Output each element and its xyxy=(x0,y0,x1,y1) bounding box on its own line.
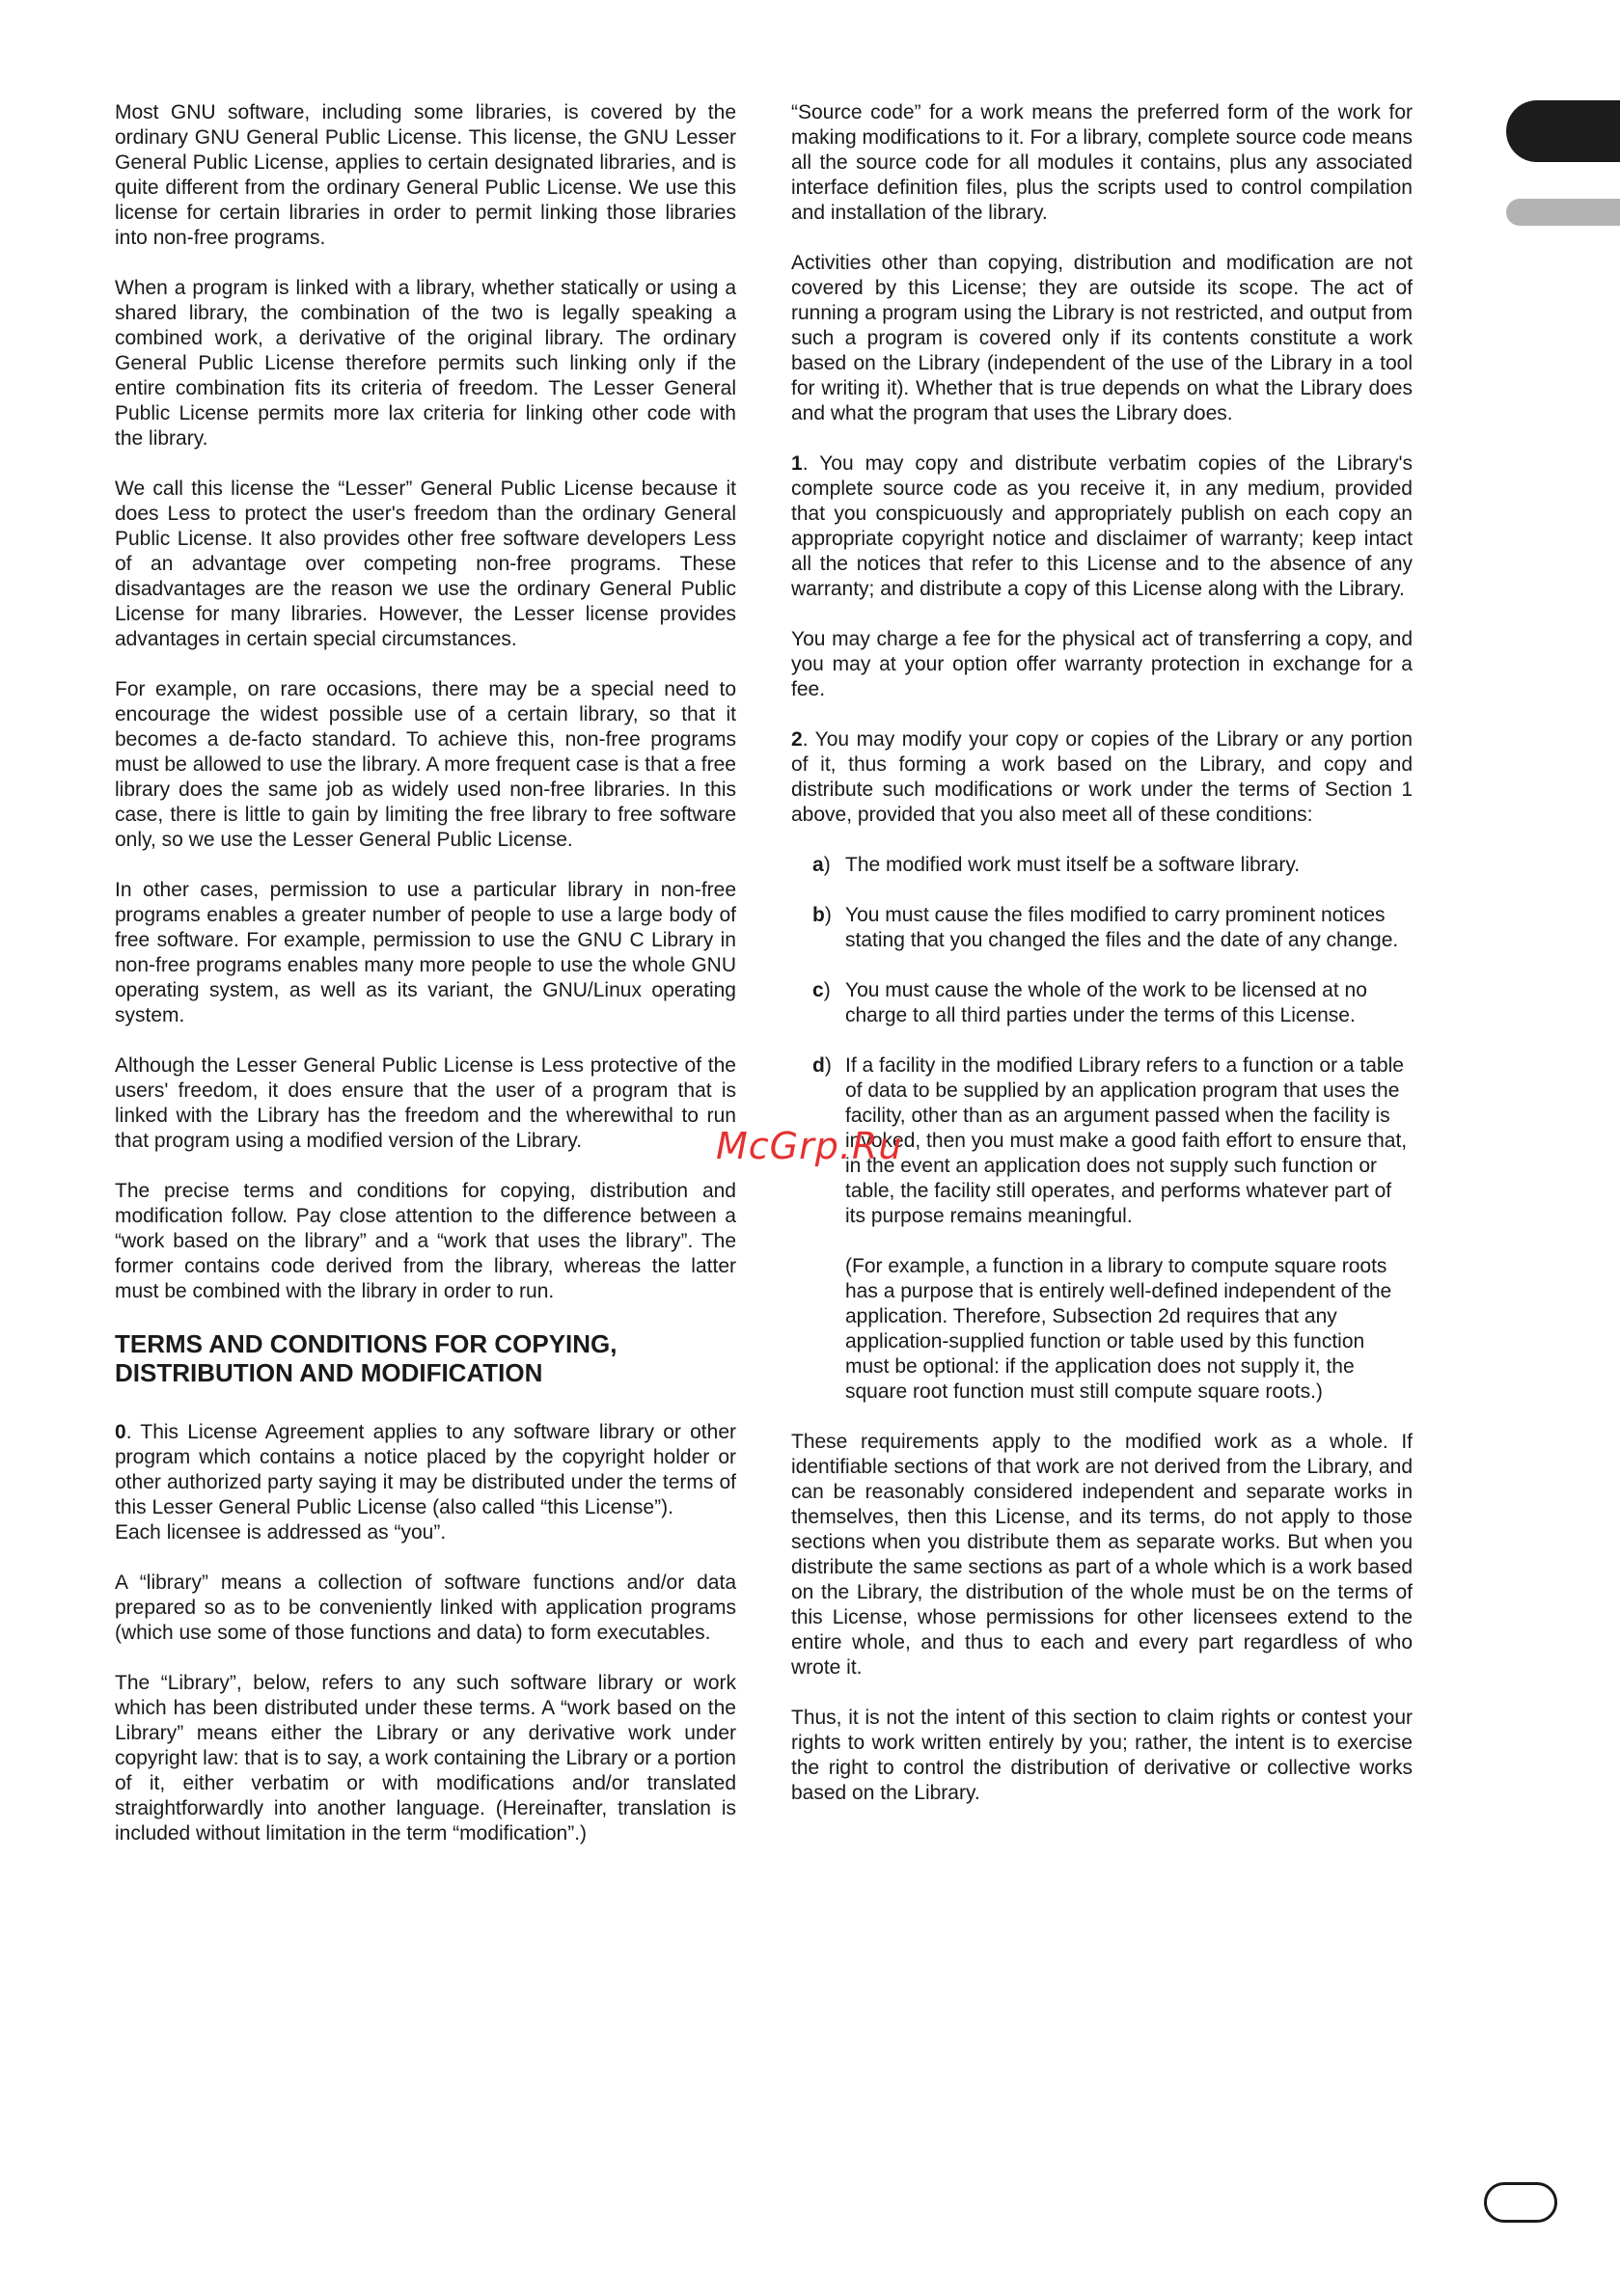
condition-text: You must cause the whole of the work to be licensed at no charge to all third parties under the terms of this License. xyxy=(845,979,1367,1026)
clause-number: 2 xyxy=(791,728,803,751)
paragraph: For example, on rare occasions, there may be a special need to encourage the widest possible use of a certain library, so that it becomes a de-facto standard. To achieve this, non-free programs must be allowed to use the library. A more frequent case is that a free library does the same job as widely used non-free libraries. In this case, there is little to gain by limiting the free library to free software only, so we use the Lesser General Public License. xyxy=(115,678,736,851)
clause-number: 0 xyxy=(115,1421,126,1443)
paragraph: We call this license the “Lesser” General Public License because it does Less to protect the user's freedom than the ordinary General Public License. It also provides other free software developers Less of an advantage over competing non-free programs. These disadvantages are the reason we use the ordinary General Public License for many libraries. However, the Lesser license provides advantages in certain special circumstances. xyxy=(115,478,736,650)
paragraph: Each licensee is addressed as “you”. xyxy=(115,1521,447,1544)
paragraph: Although the Lesser General Public License is Less protective of the users' freedom, it does ensure that the user of a program that is linked with the Library has the freedom and the wherewithal to run that program using a modified version of the Library. xyxy=(115,1054,736,1152)
paragraph: “Source code” for a work means the preferred form of the work for making modifications to it. For a library, complete source code means all the source code for all modules it contains, plus any associated interface definition files, plus the scripts used to control compilation and installation of the library. xyxy=(791,101,1413,224)
clause-2 xyxy=(791,727,1413,828)
condition-label: b) xyxy=(812,904,832,926)
condition-text: If a facility in the modified Library refers to a function or a table of data to be supplied by an application program that uses the facility, other than as an argument passed when the facility is invoked, then you must make a good faith effort to ensure that, in the event an application does not supply such function or table, the facility still operates, and performs whatever part of its purpose remains meaningful. xyxy=(845,1054,1408,1227)
paragraph: These requirements apply to the modified work as a whole. If identifiable sections of that work are not derived from the Library, and can be reasonably considered independent and separate works in themselves, then this License, and its terms, do not apply to those sections when you distribute them as separate works. But when you distribute the same sections as part of a whole which is a work based on the Library, the distribution of the whole must be on the terms of this License, whose permissions for other licensees extend to the entire whole, and thus to each and every part regardless of who wrote it. xyxy=(791,1431,1413,1679)
condition-item-c xyxy=(791,978,1413,1028)
language-tab-marker xyxy=(1506,199,1620,226)
condition-label: c) xyxy=(812,979,831,1001)
paragraph: In other cases, permission to use a particular library in non-free programs enables a greater number of people to use a large body of free software. For example, permission to use the GNU C Library in non-free programs enables many more people to use the whole GNU operating system, as well as its variant, the GNU/Linux operating system. xyxy=(115,879,736,1026)
paragraph: Thus, it is not the intent of this section to claim rights or contest your rights to work written entirely by you; rather, the intent is to exercise the right to control the distribution of derivative or collective works based on the Library. xyxy=(791,1707,1413,1804)
condition-text: The modified work must itself be a software library. xyxy=(845,854,1301,876)
paragraph: Activities other than copying, distribution and modification are not covered by this License; they are outside its scope. The act of running a program using the Library is not restricted, and output from such a program is covered only if its contents constitute a work based on the Library (independent of the use of the Library in a tool for writing it). Whether that is true depends on what the Library does and what the program that uses the Library does. xyxy=(791,252,1413,424)
condition-label: a) xyxy=(812,854,831,876)
clause-1 xyxy=(791,451,1413,602)
paragraph: A “library” means a collection of software functions and/or data prepared so as to be conveniently linked with application programs (which use some of those functions and data) to form executables. xyxy=(115,1572,736,1644)
heading-line-2: DISTRIBUTION AND MODIFICATION xyxy=(115,1358,543,1387)
left-column xyxy=(115,100,736,1872)
section-tab-marker xyxy=(1506,100,1620,162)
watermark-text: McGrp.Ru xyxy=(716,1125,903,1167)
condition-item-b xyxy=(791,903,1413,953)
condition-label: d) xyxy=(812,1054,832,1077)
right-column xyxy=(791,100,1413,1831)
paragraph: When a program is linked with a library, whether statically or using a shared library, the combination of the two is legally speaking a combined work, a derivative of the original library. The ordinary General Public License therefore permits such linking only if the entire combination fits its criteria of freedom. The Lesser General Public License permits more lax criteria for linking other code with the library. xyxy=(115,277,736,450)
page-number-badge xyxy=(1484,2182,1557,2223)
heading-line-1: TERMS AND CONDITIONS FOR COPYING, xyxy=(115,1329,618,1358)
condition-d-note: (For example, a function in a library to compute square roots has a purpose that is entirely well-defined independent of the application. Therefore, Subsection 2d requires that any application-supplied function or table used by this function must be optional: if the application does not supply it, the square root function must still compute square roots.) xyxy=(845,1255,1392,1403)
clause-text: . You may copy and distribute verbatim copies of the Library's complete source code as you receive it, in any medium, provided that you conspicuously and appropriately publish on each copy an appropriate copyright notice and disclaimer of warranty; keep intact all the notices that refer to this License and to the absence of any warranty; and distribute a copy of this License along with the Library. xyxy=(791,452,1413,600)
paragraph: You may charge a fee for the physical act of transferring a copy, and you may at your option offer warranty protection in exchange for a fee. xyxy=(791,628,1413,700)
paragraph: The “Library”, below, refers to any such software library or work which has been distributed under these terms. A “work based on the Library” means either the Library or any derivative work under copyright law: that is to say, a work containing the Library or a portion of it, either verbatim or with modifications and/or translated straightforwardly into another language. (Hereinafter, translation is included without limitation in the term “modification”.) xyxy=(115,1672,736,1845)
clause-number: 1 xyxy=(791,452,803,475)
clause-0 xyxy=(115,1420,736,1520)
section-heading xyxy=(115,1329,736,1387)
condition-text: You must cause the files modified to carry prominent notices stating that you changed the files and the date of any change. xyxy=(845,904,1399,951)
condition-item-a xyxy=(791,853,1413,878)
paragraph: The precise terms and conditions for copying, distribution and modification follow. Pay close attention to the difference between a “work based on the library” and a “work that uses the library”. The former contains code derived from the library, whereas the latter must be combined with the library in order to run. xyxy=(115,1180,736,1302)
paragraph: Most GNU software, including some libraries, is covered by the ordinary GNU General Public License. This license, the GNU Lesser General Public License, applies to certain designated libraries, and is quite different from the ordinary General Public License. We use this license for certain libraries in order to permit linking those libraries into non-free programs. xyxy=(115,101,736,249)
clause-text: . This License Agreement applies to any software library or other program which contains a notice placed by the copyright holder or other authorized party saying it may be distributed under the terms of this Lesser General Public License (also called “this License”). xyxy=(115,1421,736,1518)
clause-text: . You may modify your copy or copies of the Library or any portion of it, thus forming a work based on the Library, and copy and distribute such modifications or work under the terms of Section 1 above, provided that you also meet all of these conditions: xyxy=(791,728,1413,826)
